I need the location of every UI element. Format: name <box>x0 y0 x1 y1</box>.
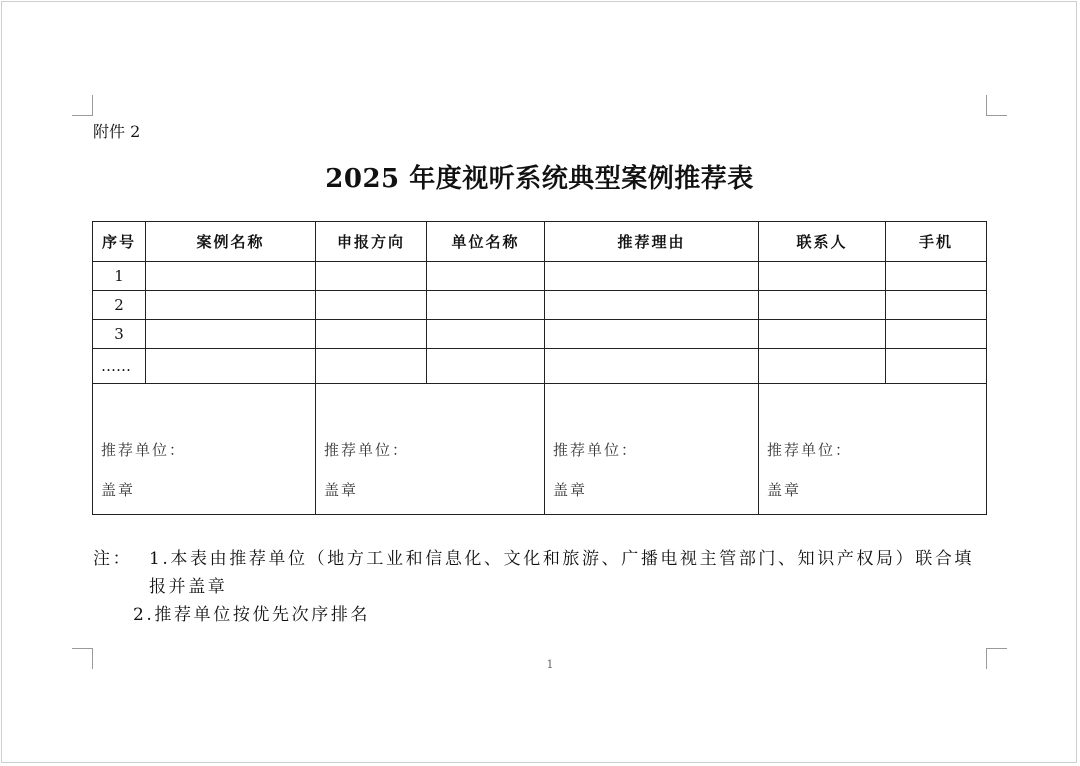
header-phone: 手机 <box>886 222 987 262</box>
cell-unit-name <box>427 291 545 320</box>
signature-block <box>316 384 545 515</box>
table-row <box>93 349 987 384</box>
cell-unit-name <box>427 320 545 349</box>
header-index: 序号 <box>93 222 146 262</box>
header-case-name: 案例名称 <box>146 222 316 262</box>
cell-case-name <box>146 262 316 291</box>
cell-direction <box>316 262 427 291</box>
row-index: …… <box>93 349 146 384</box>
cell-phone <box>886 320 987 349</box>
row-index: 3 <box>93 320 146 349</box>
recommending-unit-label: 推荐单位： <box>767 441 853 459</box>
seal-label: 盖章 <box>767 481 802 499</box>
note-item <box>93 601 986 629</box>
header-reason: 推荐理由 <box>545 222 759 262</box>
cell-reason <box>545 291 759 320</box>
cell-contact <box>759 291 886 320</box>
document-title: 2025 年度视听系统典型案例推荐表 <box>325 164 754 194</box>
table-row <box>93 262 987 291</box>
header-unit-name: 单位名称 <box>427 222 545 262</box>
crop-mark-bottom-left <box>72 648 93 669</box>
cell-case-name <box>146 320 316 349</box>
seal-label: 盖章 <box>101 481 136 499</box>
crop-mark-bottom-right <box>986 648 1007 669</box>
cell-reason <box>545 349 759 384</box>
table-row <box>93 320 987 349</box>
table-header-row <box>93 222 987 262</box>
row-index: 1 <box>93 262 146 291</box>
cell-case-name <box>146 349 316 384</box>
cell-contact <box>759 349 886 384</box>
signature-block <box>93 384 316 515</box>
cell-direction <box>316 320 427 349</box>
cell-contact <box>759 262 886 291</box>
note-text-2: 2.推荐单位按优先次序排名 <box>133 605 371 625</box>
cell-direction <box>316 291 427 320</box>
crop-mark-top-right <box>986 95 1007 116</box>
seal-label: 盖章 <box>324 481 359 499</box>
row-index: 2 <box>93 291 146 320</box>
cell-phone <box>886 349 987 384</box>
page-number: 1 <box>546 658 554 671</box>
recommending-unit-label: 推荐单位： <box>101 441 187 459</box>
recommending-unit-label: 推荐单位： <box>553 441 639 459</box>
header-direction: 申报方向 <box>316 222 427 262</box>
cell-reason <box>545 320 759 349</box>
cell-phone <box>886 291 987 320</box>
cell-direction <box>316 349 427 384</box>
signature-block <box>545 384 759 515</box>
note-text-1: 1.本表由推荐单位（地方工业和信息化、文化和旅游、广播电视主管部门、知识产权局）联合填报并盖章 <box>149 549 975 597</box>
seal-label: 盖章 <box>553 481 588 499</box>
attachment-label: 附件 2 <box>93 122 141 141</box>
note-item <box>93 545 986 601</box>
cell-unit-name <box>427 262 545 291</box>
table-row <box>93 291 987 320</box>
recommendation-table <box>92 221 987 515</box>
signature-row <box>93 384 987 515</box>
cell-unit-name <box>427 349 545 384</box>
notes-section <box>93 545 986 629</box>
header-contact: 联系人 <box>759 222 886 262</box>
recommending-unit-label: 推荐单位： <box>324 441 410 459</box>
crop-mark-top-left <box>72 95 93 116</box>
cell-reason <box>545 262 759 291</box>
cell-phone <box>886 262 987 291</box>
signature-block <box>759 384 987 515</box>
cell-contact <box>759 320 886 349</box>
notes-prefix: 注： <box>93 549 133 569</box>
cell-case-name <box>146 291 316 320</box>
